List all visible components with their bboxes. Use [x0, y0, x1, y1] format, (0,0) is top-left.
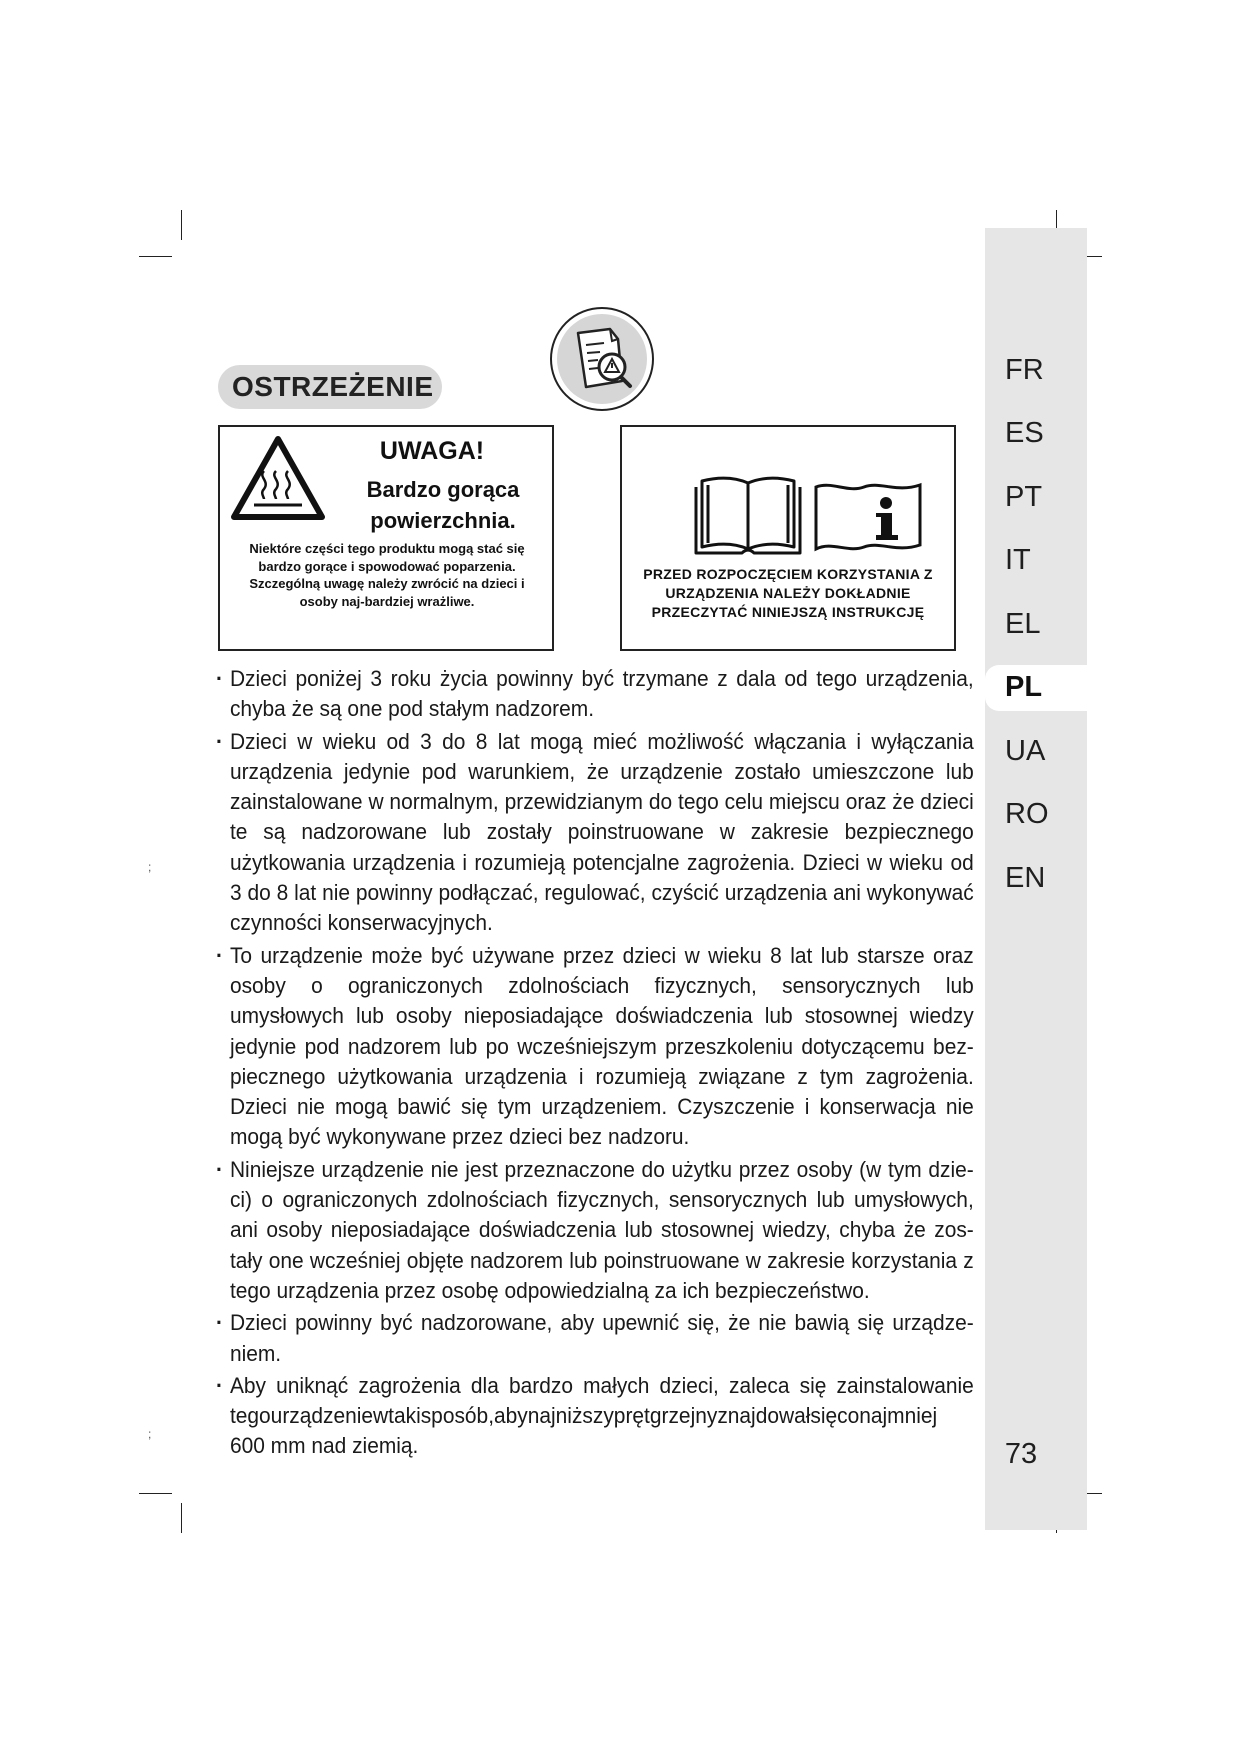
read-manual-text: PRZED ROZPOCZĘCIEM KORZYSTANIA Z URZĄDZENIA NALEŻY DOKŁADNIE PRZECZYTAĆ NINIEJSZĄ INSTRUKCJĘ — [643, 566, 933, 620]
language-tab-pl[interactable]: PL — [985, 665, 1087, 711]
language-tab-pt[interactable]: PT — [1005, 480, 1043, 513]
info-icon — [816, 485, 920, 549]
language-tab-el[interactable]: EL — [1005, 607, 1041, 640]
crop-mark — [181, 1503, 182, 1533]
crop-mark — [139, 1493, 172, 1494]
hot-surface-warning-icon — [230, 435, 326, 523]
language-tab-en[interactable]: EN — [1005, 861, 1046, 894]
hot-surface-description: Niektóre części tego produktu mogą stać się bardzo gorące i spowodować poparzenia. Szczególną uwagę należy zwrócić na dzieci i osoby naj-bardziej wrażliwe. — [249, 541, 525, 609]
list-item: · Dzieci w wieku od 3 do 8 lat mogą mieć możliwość włączania i wyłączania urządzenia jedynie pod warunkiem, że urządzenie zostało umieszczone lub zainstalowane w normalnym, przewidzianym do tego celu miejscu oraz że dzieci te są nadzorowane lub zostały poinstruowane w zakresie bezpiecznego użytkowania urządzenia i rozumieją potencjalne zagrożenia. Dzieci w wieku od 3 do 8 lat nie powinny podłączać, regulować, czyścić urządzenia ani wykonywać czynności konserwacyjnych. — [216, 727, 974, 939]
manual-warning-icon — [548, 305, 656, 413]
list-item: · To urządzenie może być używane przez dzieci w wieku 8 lat lub starsze oraz osoby o ograniczonych zdolnościach fizycznych, sensorycznych lub umysłowych lub osoby nieposiadające doświadczenia lub stosownej wiedzy jedynie pod nadzorem lub po wcześniejszym przeszkoleniu dotyczącemu bez-piecznego użytkowania urządzenia i rozumieją związane z tym zagrożenia. Dzieci nie mogą bawić się tym urządzeniem. Czyszczenie i konserwacja nie mogą być wykonywane przez dzieci bez nadzoru. — [216, 941, 974, 1153]
margin-mark: ; — [148, 1427, 152, 1441]
crop-mark — [181, 210, 182, 240]
language-tab-es[interactable]: ES — [1005, 417, 1044, 449]
language-tab-fr[interactable]: FR — [1005, 353, 1044, 386]
warning-heading: OSTRZEŻENIE — [218, 365, 442, 409]
hot-surface-subtitle: Bardzo gorąca powierzchnia. — [366, 477, 520, 533]
crop-mark — [139, 256, 172, 257]
language-tab-ro[interactable]: RO — [1005, 798, 1049, 830]
safety-instructions-list — [216, 664, 974, 1464]
read-manual-box — [620, 425, 956, 651]
margin-mark: ; — [148, 860, 152, 874]
list-item: · Dzieci powinny być nadzorowane, aby upewnić się, że nie bawią się urządze-niem. — [216, 1308, 974, 1369]
list-item: · Dzieci poniżej 3 roku życia powinny być trzymane z dala od tego urządzenia, chyba że są one pod stałym nadzorem. — [216, 664, 974, 725]
hot-surface-warning-box — [218, 425, 554, 651]
list-item: · Aby uniknąć zagrożenia dla bardzo małych dzieci, zaleca się zainstalowanie tegourządzeniewtakisposób,abynajniższyprętgrzejnyznajdowałsięconajmniej 600 mm nad ziemią. — [216, 1371, 974, 1462]
page-number: 73 — [1004, 1438, 1038, 1470]
open-book-icon — [692, 473, 926, 557]
language-tab-it[interactable]: IT — [1005, 544, 1031, 576]
list-item: · Niniejsze urządzenie nie jest przeznaczone do użytku przez osoby (w tym dzie-ci) o ograniczonych zdolnościach fizycznych, sensorycznych lub umysłowych, ani osoby nieposiadające doświadczenia lub stosownej wiedzy, chyba że zos-tały one wcześniej objęte nadzorem lub poinstruowane w zakresie korzystania z tego urządzenia przez osobę odpowiedzialną za ich bezpieczeństwo. — [216, 1155, 974, 1306]
hot-surface-title: UWAGA! — [379, 437, 485, 465]
language-tab-ua[interactable]: UA — [1005, 734, 1046, 767]
